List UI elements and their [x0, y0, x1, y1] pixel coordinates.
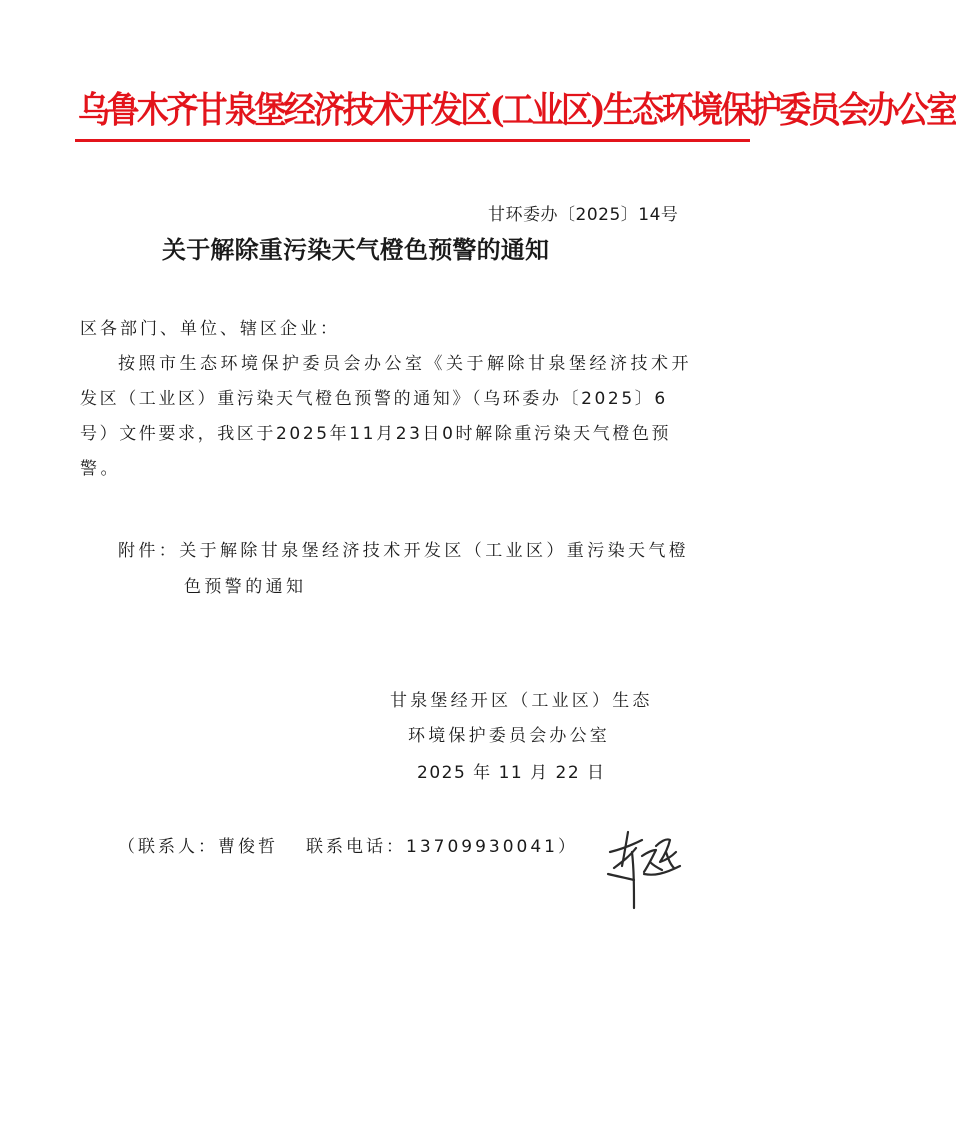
org-header-title: 乌鲁木齐甘泉堡经济技术开发区(工业区)生态环境保护委员会办公室: [78, 88, 956, 132]
attachment-line-1: 附件：关于解除甘泉堡经济技术开发区（工业区）重污染天气橙: [118, 541, 690, 561]
body-line-4: 警。: [80, 459, 121, 479]
body-line-3: 号）文件要求，我区于2025年11月23日0时解除重污染天气橙色预: [80, 424, 672, 444]
contact-person: （联系人：曹俊哲: [118, 837, 278, 857]
attachment-line-2: 色预警的通知: [184, 577, 307, 597]
handwritten-signature-icon: [604, 822, 684, 912]
signoff-date: 2025 年 11 月 22 日: [417, 763, 606, 783]
document-title: 关于解除重污染天气橙色预警的通知: [162, 235, 550, 264]
contact-info: [118, 835, 578, 859]
body-line-1: 按照市生态环境保护委员会办公室《关于解除甘泉堡经济技术开: [118, 354, 692, 374]
signoff-org-line-2: 环境保护委员会办公室: [408, 726, 610, 746]
contact-phone: 联系电话：13709930041）: [306, 837, 578, 857]
document-number: 甘环委办〔2025〕14号: [488, 205, 679, 225]
header-divider: [75, 139, 750, 142]
body-line-2: 发区（工业区）重污染天气橙色预警的通知》（乌环委办〔2025〕6: [80, 389, 668, 409]
signoff-org-line-1: 甘泉堡经开区（工业区）生态: [390, 691, 653, 711]
addressee: 区各部门、单位、辖区企业：: [80, 319, 340, 339]
